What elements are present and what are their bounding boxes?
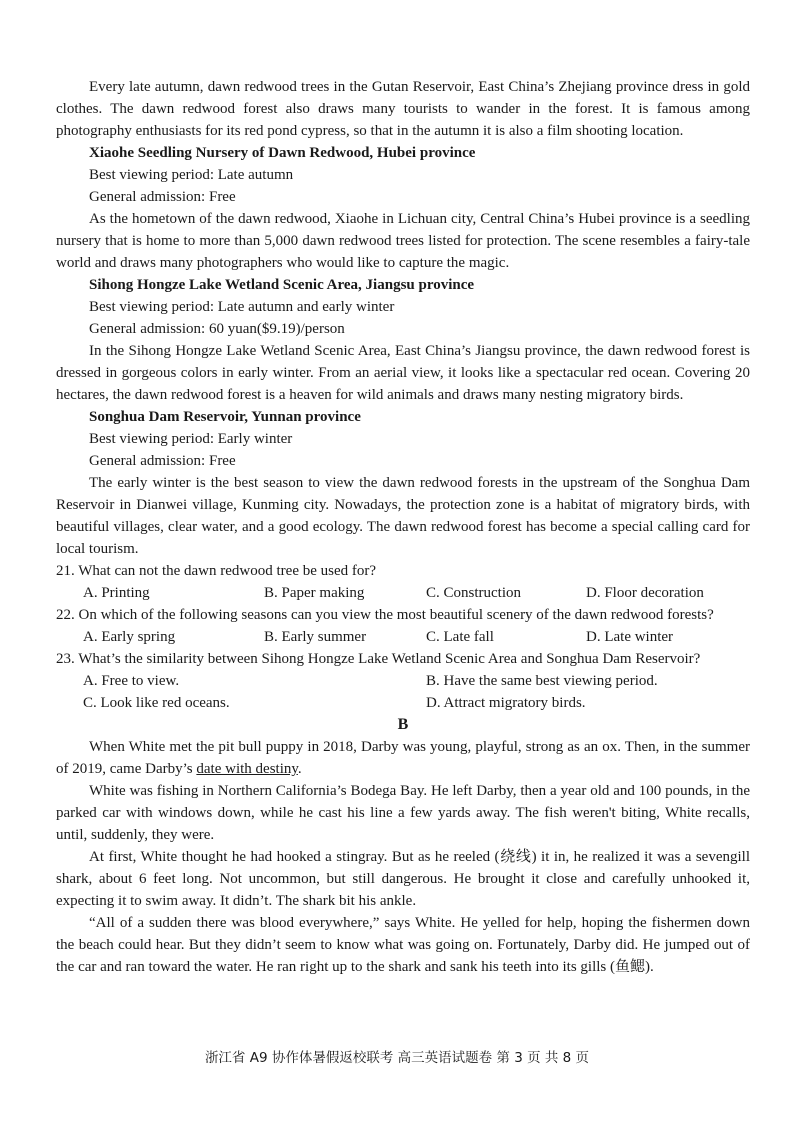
paragraph-text: . [297, 761, 302, 777]
passage-b-paragraph: White was fishing in Northern California’s Bodega Bay. He left Darby, then a year old and 100 pounds, in the parked car with windows down, while he cast his line a few yards away. The fish weren't biting, White recalls, until, suddenly, they were. [56, 783, 750, 843]
site-admission: General admission: Free [89, 189, 236, 205]
answer-option: A. Printing [83, 585, 150, 601]
answer-option: A. Early spring [83, 629, 176, 645]
passage-b-paragraph: At first, White thought he had hooked a stingray. But as he reeled (绕线) it in, he realized it was a sevengill shark, about 6 feet long. Not uncommon, but still dangerous. He brought it close and carefully unhooked it, expecting it to swim away. It didn’t. The shark bit his ankle. [56, 849, 750, 909]
site-admission: General admission: 60 yuan($9.19)/person [89, 321, 345, 337]
passage-b-paragraph [56, 736, 750, 780]
question-stem: 23. What’s the similarity between Sihong Hongze Lake Wetland Scenic Area and Songhua Dam Reservoir? [56, 651, 701, 667]
answer-option: B. Early summer [264, 629, 367, 645]
answer-option: B. Have the same best viewing period. [426, 673, 658, 689]
site-heading: Songhua Dam Reservoir, Yunnan province [89, 409, 361, 425]
passage-b-paragraph: “All of a sudden there was blood everywhere,” says White. He yelled for help, hoping the fishermen down the beach could hear. But they didn’t seem to know what was going on. Fortunately, Darby did. He jumped out of the car and ran toward the water. He ran right up to the shark and sank his teeth into its gills (鱼鳃). [56, 915, 750, 975]
answer-option: B. Paper making [264, 585, 365, 601]
site-description: As the hometown of the dawn redwood, Xiaohe in Lichuan city, Central China’s Hubei province is a seedling nursery that is home to more than 5,000 dawn redwood trees listed for protection. The scene resembles a fairy-tale world and draws many photographers who would like to capture the magic. [56, 211, 750, 271]
page-footer: 浙江省 A9 协作体暑假返校联考 高三英语试题卷 第 3 页 共 8 页 [204, 1050, 590, 1066]
answer-option: D. Floor decoration [586, 585, 704, 601]
paragraph-text: When White met the pit bull puppy in 2018, Darby was young, playful, strong as an ox. Then, in the summer of 2019, came Darby’s [56, 739, 750, 777]
answer-option: D. Late winter [586, 629, 674, 645]
question-stem: 22. On which of the following seasons can you view the most beautiful scenery of the dawn redwood forests? [56, 607, 714, 623]
answer-option: C. Construction [426, 585, 522, 601]
site-description: In the Sihong Hongze Lake Wetland Scenic Area, East China’s Jiangsu province, the dawn redwood forest is dressed in gorgeous colors in early winter. From an aerial view, it looks like a spectacular red ocean. Covering 20 hectares, the dawn redwood forest is a heaven for wild animals and draws many nesting migratory birds. [56, 343, 750, 403]
answer-option: A. Free to view. [83, 673, 180, 689]
site-admission: General admission: Free [89, 453, 236, 469]
underlined-phrase: date with destiny [196, 761, 298, 777]
answer-option: C. Late fall [426, 629, 494, 645]
site-period: Best viewing period: Late autumn [89, 167, 294, 183]
section-label: B [397, 716, 409, 733]
site-heading: Sihong Hongze Lake Wetland Scenic Area, Jiangsu province [89, 277, 475, 293]
question-options [56, 582, 750, 604]
passage-a-intro: Every late autumn, dawn redwood trees in the Gutan Reservoir, East China’s Zhejiang province dress in gold clothes. The dawn redwood forest also draws many tourists to wander in the forest. It is famous among photography enthusiasts for its red pond cypress, so that in the autumn it is also a film shooting location. [56, 79, 750, 139]
site-heading: Xiaohe Seedling Nursery of Dawn Redwood, Hubei province [89, 145, 476, 161]
question-stem: 21. What can not the dawn redwood tree be used for? [56, 563, 377, 579]
exam-page [56, 76, 750, 978]
answer-option: C. Look like red oceans. [83, 695, 230, 711]
site-period: Best viewing period: Late autumn and early winter [89, 299, 395, 315]
site-period: Best viewing period: Early winter [89, 431, 293, 447]
site-description: The early winter is the best season to view the dawn redwood forests in the upstream of the Songhua Dam Reservoir in Dianwei village, Kunming city. Nowadays, the protection zone is a habitat of migratory birds, with beautiful villages, clear water, and a good ecology. The dawn redwood forest has become a special calling card for local tourism. [56, 475, 750, 557]
question-options [56, 626, 750, 648]
answer-option: D. Attract migratory birds. [426, 695, 586, 711]
question-options [56, 670, 750, 714]
